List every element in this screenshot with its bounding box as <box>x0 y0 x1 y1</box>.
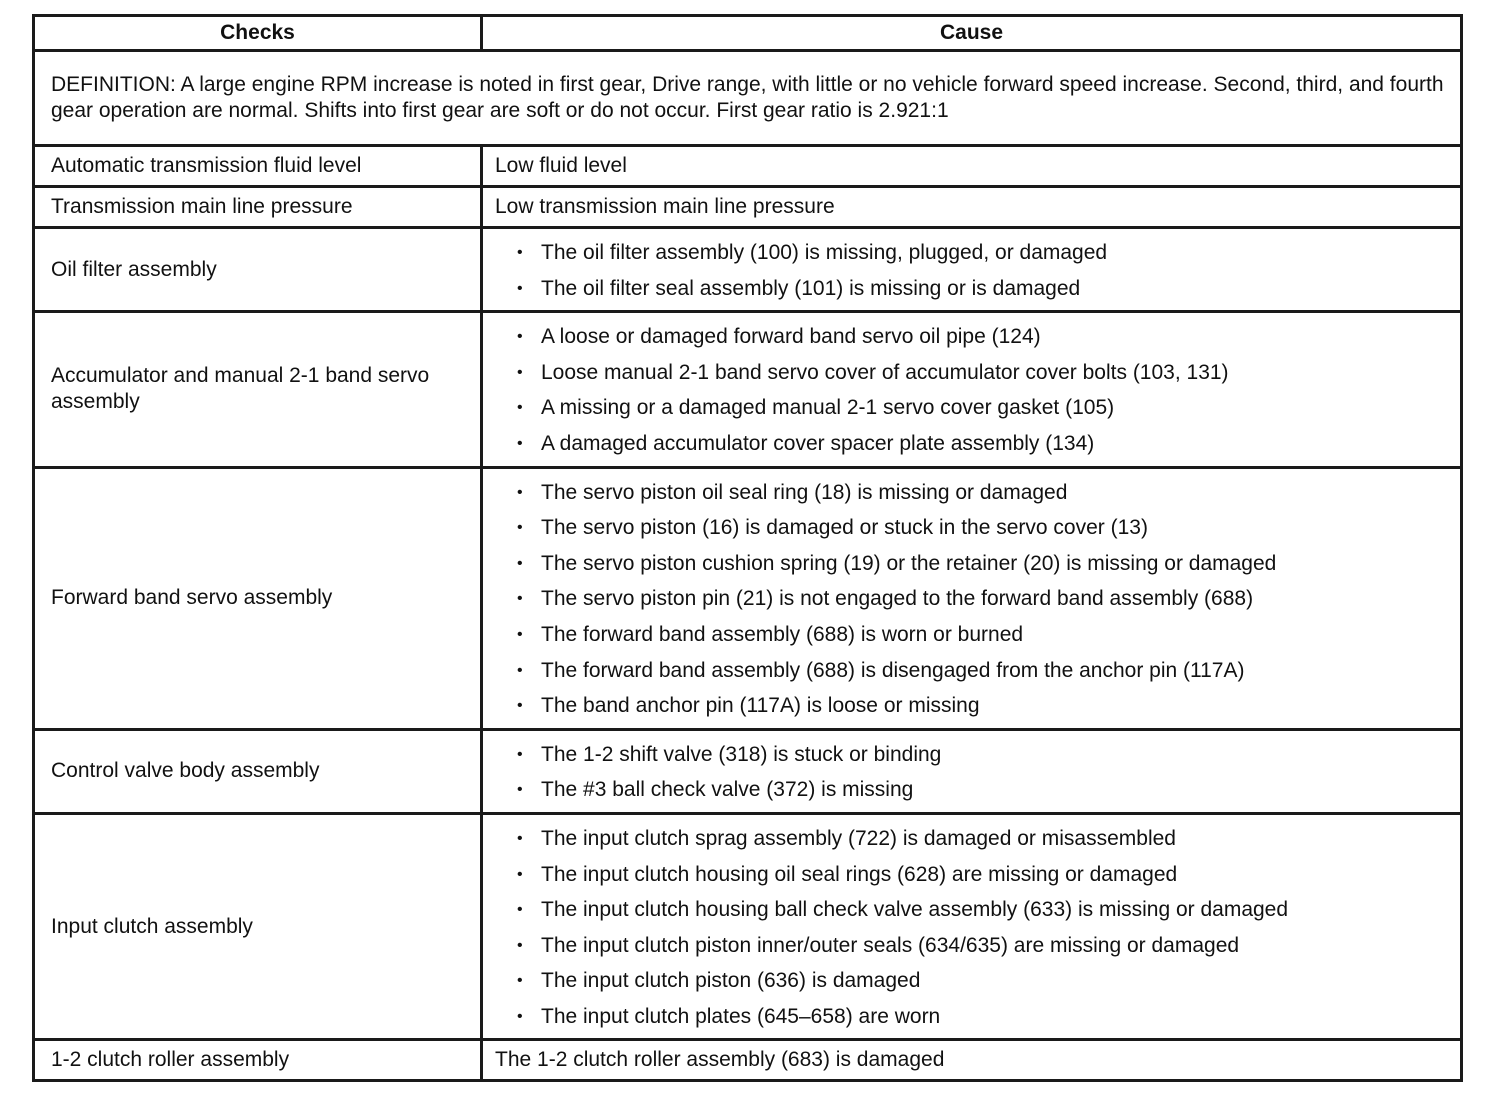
cause-text: The servo piston (16) is damaged or stuck in the servo cover (13) <box>541 516 1148 540</box>
list-item <box>495 963 1448 999</box>
cause-text: The servo piston oil seal ring (18) is missing or damaged <box>541 480 1068 504</box>
cause-text: A missing or a damaged manual 2-1 servo cover gasket (105) <box>541 396 1115 420</box>
table-row <box>34 1040 1462 1081</box>
bullet-icon: • <box>517 399 523 417</box>
cause-text: A loose or damaged forward band servo oil pipe (124) <box>541 325 1041 349</box>
list-item <box>495 892 1448 928</box>
cause-list <box>495 319 1448 461</box>
list-item <box>495 319 1448 355</box>
bullet-icon: • <box>517 865 523 883</box>
bullet-icon: • <box>517 625 523 643</box>
cause-text: The input clutch plates (645–658) are worn <box>541 1004 941 1028</box>
table-row <box>34 187 1462 228</box>
cause-text: A damaged accumulator cover spacer plate assembly (134) <box>541 431 1095 455</box>
cause-text: The input clutch housing ball check valve assembly (633) is missing or damaged <box>541 898 1289 922</box>
list-item <box>495 928 1448 964</box>
check-cell: Control valve body assembly <box>34 729 482 813</box>
cause-list <box>495 235 1448 306</box>
cause-text: The input clutch piston (636) is damaged <box>541 969 921 993</box>
list-item <box>495 475 1448 511</box>
cause-text: The input clutch piston inner/outer seals (634/635) are missing or damaged <box>541 933 1240 957</box>
table-row <box>34 228 1462 312</box>
diagnostic-table <box>32 14 1463 1082</box>
list-item <box>495 772 1448 808</box>
list-item <box>495 271 1448 307</box>
cause-text: The input clutch housing oil seal rings (628) are missing or damaged <box>541 862 1178 886</box>
cause-cell: Low fluid level <box>482 146 1462 187</box>
header-row <box>34 16 1462 51</box>
list-item <box>495 355 1448 391</box>
list-item <box>495 999 1448 1035</box>
cause-text: The servo piston cushion spring (19) or the retainer (20) is missing or damaged <box>541 551 1277 575</box>
bullet-icon: • <box>517 244 523 261</box>
cause-cell <box>482 312 1462 467</box>
cause-cell <box>482 467 1462 729</box>
bullet-icon: • <box>517 328 523 346</box>
check-cell: Forward band servo assembly <box>34 467 482 729</box>
definition-text: DEFINITION: A large engine RPM increase is noted in first gear, Drive range, with little or no vehicle forward speed increase. Second, third, and fourth gear operation are normal. Shifts into first gear are soft or do not occur. First gear ratio is 2.921:1 <box>34 51 1462 146</box>
table-row <box>34 467 1462 729</box>
bullet-icon: • <box>517 697 523 715</box>
bullet-icon: • <box>517 829 523 847</box>
bullet-icon: • <box>517 901 523 919</box>
bullet-icon: • <box>517 363 523 381</box>
cause-text: The 1-2 shift valve (318) is stuck or binding <box>541 742 942 766</box>
cause-text: The servo piston pin (21) is not engaged to the forward band assembly (688) <box>541 587 1254 611</box>
bullet-icon: • <box>517 936 523 954</box>
check-cell: Input clutch assembly <box>34 813 482 1040</box>
bullet-icon: • <box>517 434 523 452</box>
bullet-icon: • <box>517 554 523 572</box>
list-item <box>495 390 1448 426</box>
list-item <box>495 653 1448 689</box>
table-row <box>34 729 1462 813</box>
cause-text: The forward band assembly (688) is disengaged from the anchor pin (117A) <box>541 658 1245 682</box>
bullet-icon: • <box>517 972 523 990</box>
cause-text: The band anchor pin (117A) is loose or missing <box>541 694 980 718</box>
bullet-icon: • <box>517 519 523 537</box>
check-cell: 1-2 clutch roller assembly <box>34 1040 482 1081</box>
checks-header: Checks <box>34 16 482 51</box>
table-row <box>34 813 1462 1040</box>
cause-list <box>495 475 1448 724</box>
list-item <box>495 688 1448 724</box>
bullet-icon: • <box>517 279 523 297</box>
cause-text: The #3 ball check valve (372) is missing <box>541 778 914 802</box>
cause-text: The oil filter assembly (100) is missing, plugged, or damaged <box>541 241 1108 264</box>
list-item <box>495 737 1448 773</box>
cause-cell: Low transmission main line pressure <box>482 187 1462 228</box>
definition-row <box>34 51 1462 146</box>
bullet-icon: • <box>517 1007 523 1025</box>
bullet-icon: • <box>517 781 523 799</box>
list-item <box>495 857 1448 893</box>
cause-cell <box>482 729 1462 813</box>
list-item <box>495 581 1448 617</box>
cause-text: The input clutch sprag assembly (722) is damaged or misassembled <box>541 826 1176 850</box>
check-cell: Accumulator and manual 2-1 band servo assembly <box>34 312 482 467</box>
list-item <box>495 821 1448 857</box>
list-item <box>495 617 1448 653</box>
bullet-icon: • <box>517 661 523 679</box>
list-item <box>495 546 1448 582</box>
cause-text: The oil filter seal assembly (101) is missing or is damaged <box>541 276 1081 300</box>
bullet-icon: • <box>517 745 523 763</box>
list-item <box>495 235 1448 271</box>
cause-text: Loose manual 2-1 band servo cover of accumulator cover bolts (103, 131) <box>541 360 1229 384</box>
cause-header: Cause <box>482 16 1462 51</box>
bullet-icon: • <box>517 483 523 501</box>
check-cell: Oil filter assembly <box>34 228 482 312</box>
check-cell: Automatic transmission fluid level <box>34 146 482 187</box>
bullet-icon: • <box>517 590 523 608</box>
list-item <box>495 426 1448 462</box>
table-row <box>34 312 1462 467</box>
list-item <box>495 510 1448 546</box>
cause-text: The forward band assembly (688) is worn or burned <box>541 622 1024 646</box>
cause-list <box>495 737 1448 808</box>
table-row <box>34 146 1462 187</box>
cause-cell <box>482 813 1462 1040</box>
cause-cell <box>482 228 1462 312</box>
check-cell: Transmission main line pressure <box>34 187 482 228</box>
cause-cell: The 1-2 clutch roller assembly (683) is damaged <box>482 1040 1462 1081</box>
cause-list <box>495 821 1448 1035</box>
